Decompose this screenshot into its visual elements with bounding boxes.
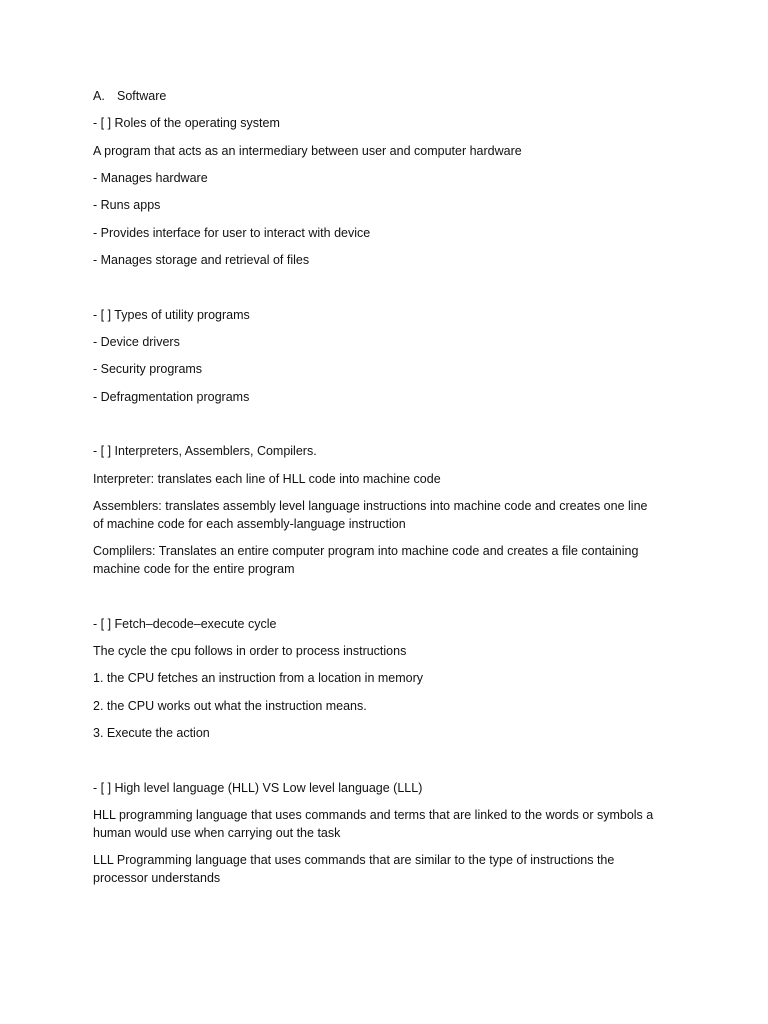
lll-text-line2: processor understands — [93, 871, 221, 885]
compilers-text-line2: machine code for the entire program — [93, 562, 295, 576]
hll-text-line1: HLL programming language that uses commands and terms that are linked to the words or symbols a — [93, 808, 654, 822]
assemblers-text-line2: of machine code for each assembly-language instruction — [93, 517, 406, 531]
utility-item-drivers: - Device drivers — [93, 335, 180, 349]
os-item-apps: - Runs apps — [93, 198, 161, 212]
compilers-text-line1: Complilers: Translates an entire computer program into machine code and creates a file containing — [93, 544, 639, 558]
os-heading: - [ ] Roles of the operating system — [93, 116, 280, 130]
cycle-step-execute: 3. Execute the action — [93, 726, 210, 740]
hll-text-line2: human would use when carrying out the task — [93, 826, 341, 840]
utility-item-security: - Security programs — [93, 362, 203, 376]
os-item-hardware: - Manages hardware — [93, 171, 208, 185]
cycle-step-fetch: 1. the CPU fetches an instruction from a location in memory — [93, 671, 424, 685]
utility-heading: - [ ] Types of utility programs — [93, 308, 250, 322]
os-definition: A program that acts as an intermediary between user and computer hardware — [93, 144, 522, 158]
lll-text-line1: LLL Programming language that uses commands that are similar to the type of instructions the — [93, 853, 615, 867]
cycle-step-decode: 2. the CPU works out what the instruction means. — [93, 699, 367, 713]
assemblers-text-line1: Assemblers: translates assembly level language instructions into machine code and creates one line — [93, 499, 648, 513]
section-title: Software — [117, 89, 167, 103]
section-heading — [93, 87, 683, 105]
section-letter: A. — [93, 89, 105, 103]
utility-item-defrag: - Defragmentation programs — [93, 390, 250, 404]
languages-heading: - [ ] High level language (HLL) VS Low level language (LLL) — [93, 781, 423, 795]
cycle-heading: - [ ] Fetch–decode–execute cycle — [93, 617, 277, 631]
os-item-storage: - Manages storage and retrieval of files — [93, 253, 310, 267]
interpreter-text: Interpreter: translates each line of HLL code into machine code — [93, 472, 441, 486]
cycle-definition: The cycle the cpu follows in order to process instructions — [93, 644, 407, 658]
os-item-interface: - Provides interface for user to interact with device — [93, 226, 371, 240]
translators-heading: - [ ] Interpreters, Assemblers, Compilers. — [93, 444, 317, 458]
